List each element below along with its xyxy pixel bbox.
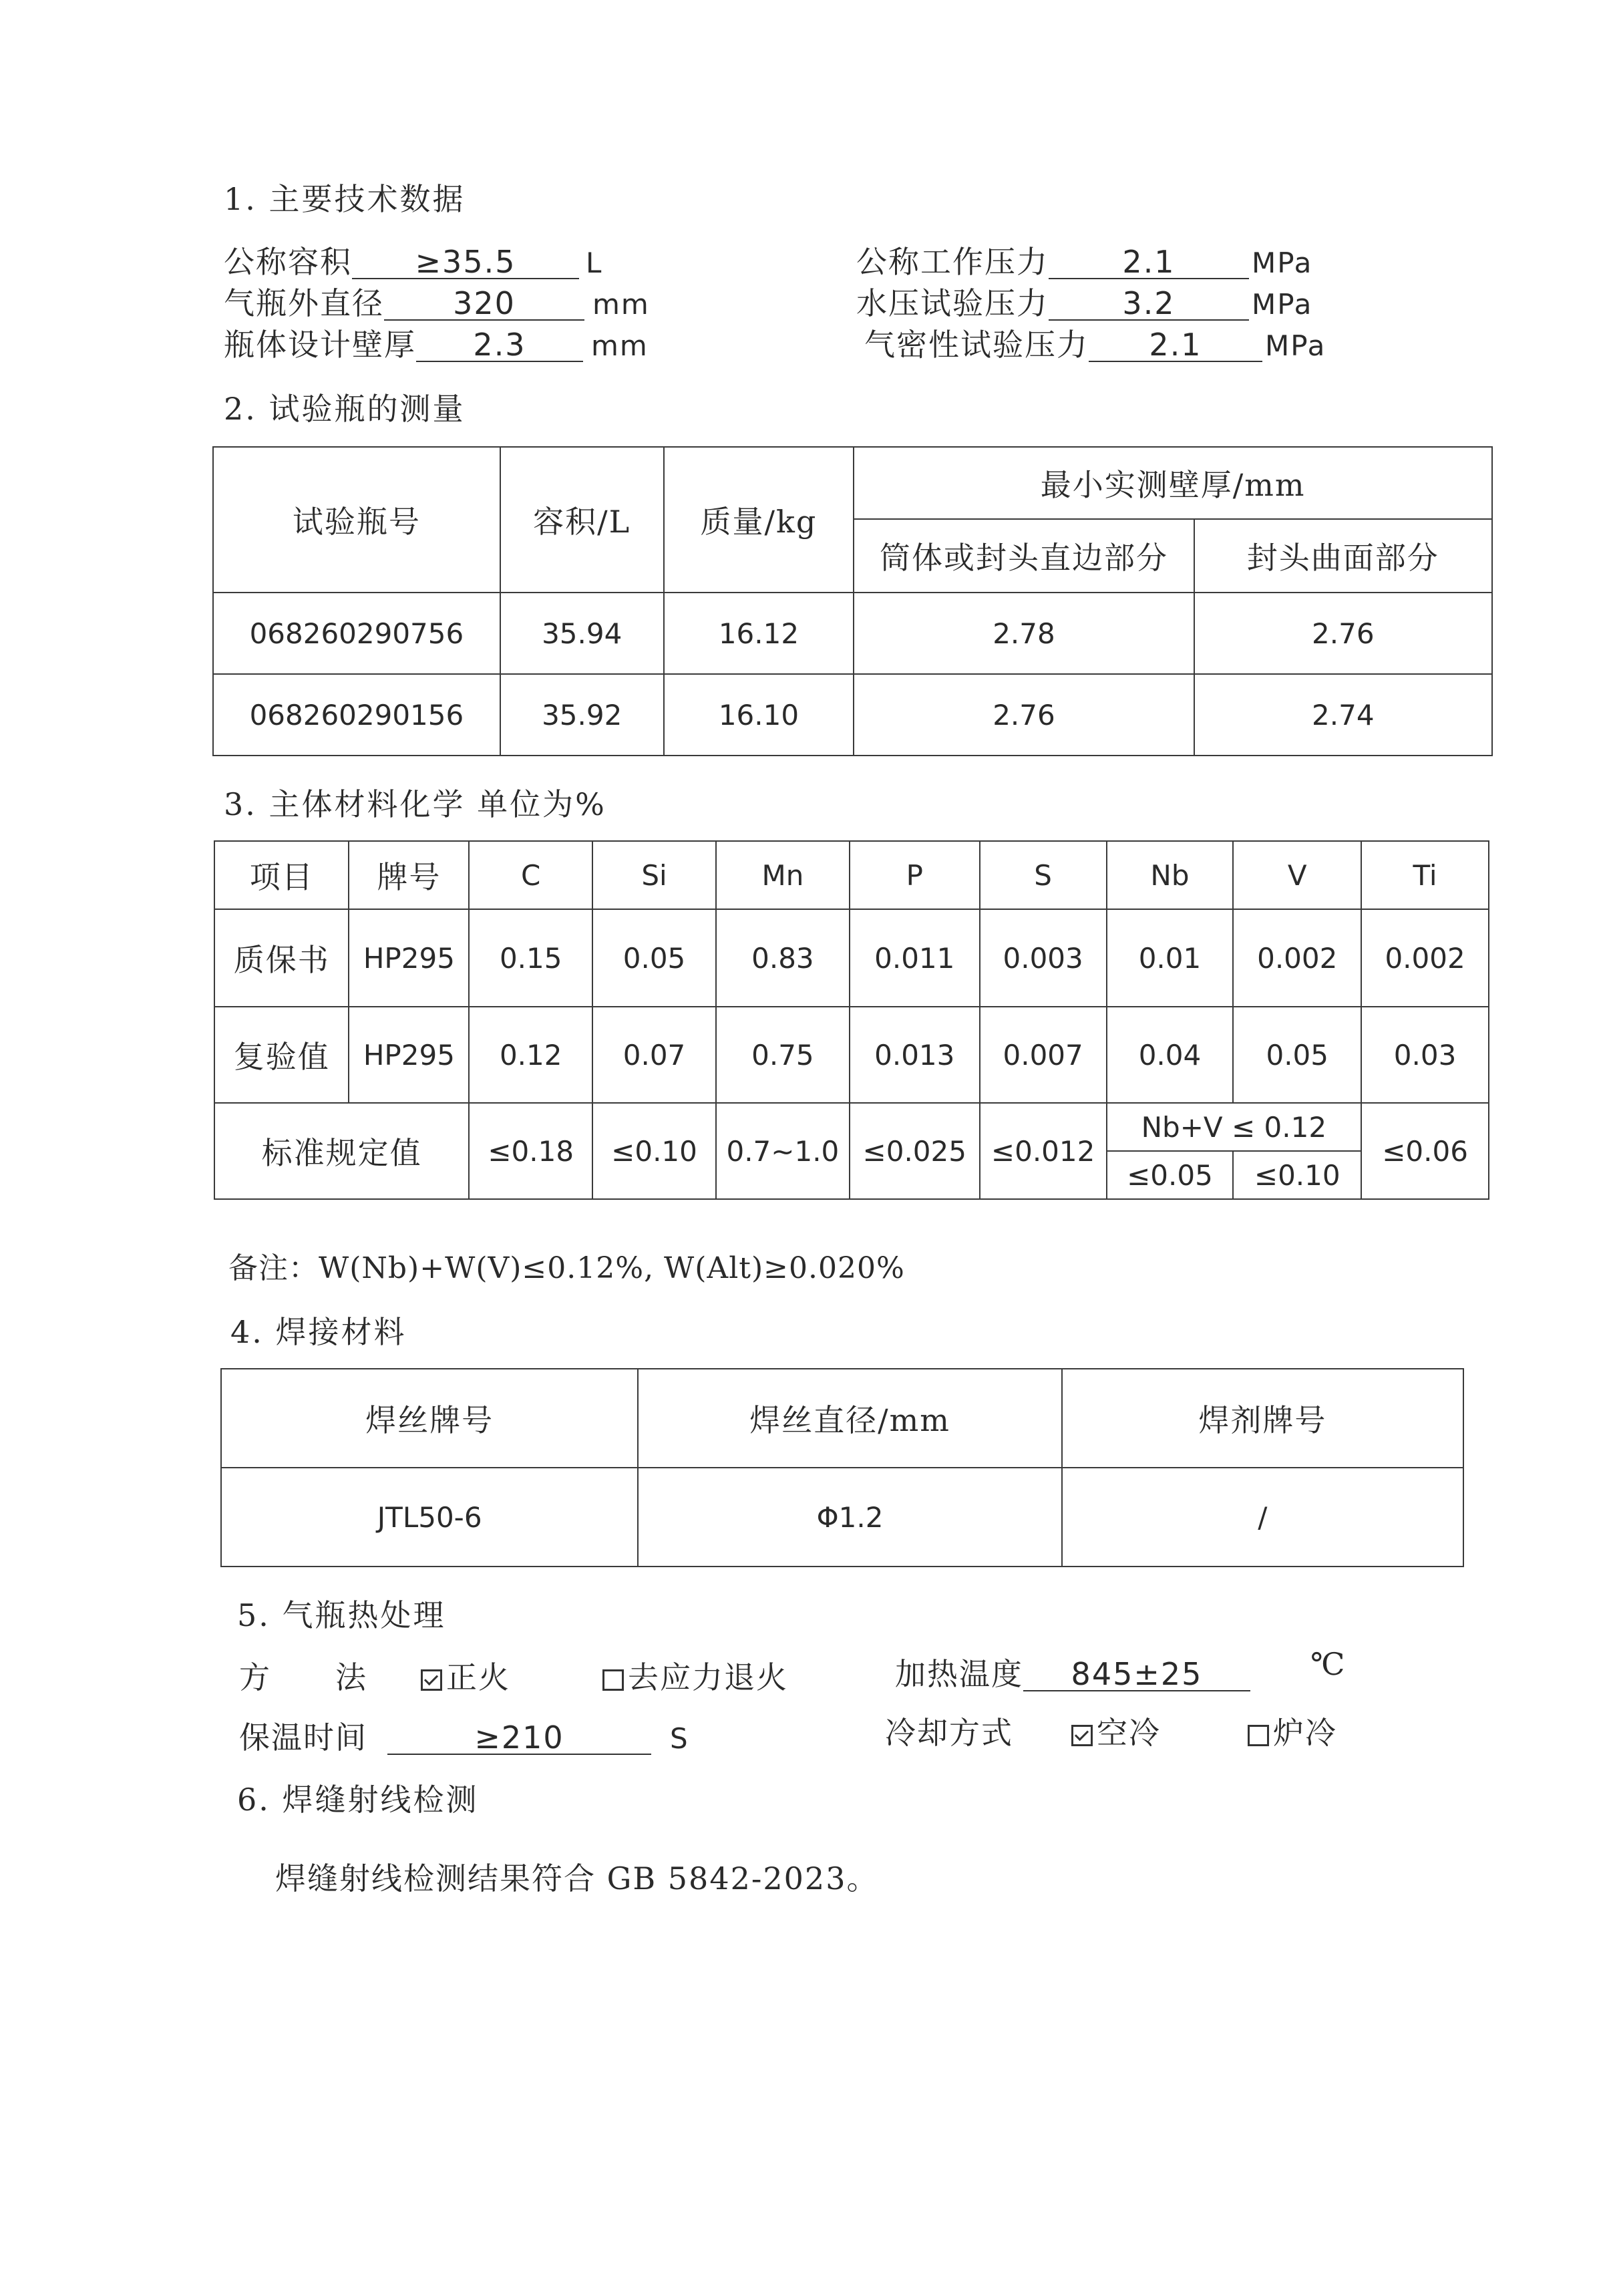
std-si: ≤0.10 [592, 1103, 716, 1199]
std-mn: 0.7~1.0 [716, 1103, 850, 1199]
cell-volume: 35.92 [500, 674, 664, 756]
section-title-5: 5. 气瓶热处理 [237, 1597, 446, 1633]
cell-mass: 16.10 [664, 674, 854, 756]
header-cylinder-no: 试验瓶号 [213, 447, 500, 593]
hydro-pressure-value: 3.2 [1049, 287, 1249, 321]
cell-curved: 2.76 [1194, 593, 1492, 674]
header-mass: 质量/kg [664, 447, 854, 593]
heating-temp-value: 845±25 [1023, 1658, 1250, 1691]
cell-flux-grade: / [1062, 1468, 1463, 1567]
method-label: 方 法 [239, 1659, 367, 1695]
standard-label: 标准规定值 [214, 1103, 469, 1199]
nominal-volume-value: ≥35.5 [352, 246, 579, 279]
header-p: P [850, 841, 980, 909]
cell-volume: 35.94 [500, 593, 664, 674]
checked-box-icon[interactable] [1071, 1725, 1093, 1746]
design-thickness-unit: mm [591, 329, 649, 362]
header-nb: Nb [1107, 841, 1234, 909]
std-c: ≤0.18 [469, 1103, 592, 1199]
nominal-volume-label: 公称容积 [224, 244, 352, 280]
holding-time-label: 保温时间 [239, 1719, 367, 1756]
cell-p: 0.011 [850, 909, 980, 1007]
outer-diameter-row [224, 279, 650, 323]
cooling-method-label: 冷却方式 [885, 1715, 1013, 1751]
hydro-pressure-unit: MPa [1252, 288, 1313, 321]
cell-nb: 0.04 [1107, 1007, 1234, 1103]
header-s: S [980, 841, 1107, 909]
cell-straight: 2.78 [854, 593, 1194, 674]
option-normalize-label: 正火 [446, 1659, 510, 1695]
table-row [214, 1007, 1489, 1103]
cell-item: 复验值 [214, 1007, 349, 1103]
section-title-4: 4. 焊接材料 [230, 1314, 407, 1350]
nominal-volume-row [224, 238, 602, 282]
option-normalize[interactable] [421, 1653, 510, 1697]
cell-s: 0.003 [980, 909, 1107, 1007]
std-nb-v-sum: Nb+V ≤ 0.12 [1107, 1103, 1362, 1151]
section-title-2: 2. 试验瓶的测量 [224, 391, 466, 427]
cell-straight: 2.76 [854, 674, 1194, 756]
cell-si: 0.07 [592, 1007, 716, 1103]
cell-mn: 0.75 [716, 1007, 850, 1103]
std-p: ≤0.025 [850, 1103, 980, 1199]
header-straight-part: 筒体或封头直边部分 [854, 519, 1194, 593]
airtight-pressure-label: 气密性试验压力 [864, 327, 1089, 363]
header-flux-grade: 焊剂牌号 [1062, 1369, 1463, 1468]
header-wire-diameter: 焊丝直径/mm [638, 1369, 1061, 1468]
cell-p: 0.013 [850, 1007, 980, 1103]
header-volume: 容积/L [500, 447, 664, 593]
holding-time-unit: S [670, 1722, 689, 1755]
heating-temp-label: 加热温度 [895, 1656, 1023, 1692]
header-c: C [469, 841, 592, 909]
cell-v: 0.05 [1233, 1007, 1361, 1103]
option-furnace-cool-label: 炉冷 [1273, 1715, 1337, 1751]
table-row [214, 909, 1489, 1007]
table-row [221, 1468, 1463, 1567]
cylinder-measure-table [212, 446, 1493, 756]
heating-temp-unit: ℃ [1310, 1646, 1347, 1682]
design-thickness-label: 瓶体设计壁厚 [224, 327, 416, 363]
header-grade: 牌号 [349, 841, 469, 909]
working-pressure-unit: MPa [1252, 247, 1313, 279]
std-s: ≤0.012 [980, 1103, 1107, 1199]
holding-time-value: ≥210 [387, 1721, 651, 1755]
working-pressure-row [856, 238, 1312, 282]
outer-diameter-label: 气瓶外直径 [224, 285, 384, 321]
checked-box-icon[interactable] [421, 1669, 442, 1691]
header-mn: Mn [716, 841, 850, 909]
cell-wire-grade: JTL50-6 [221, 1468, 638, 1567]
cell-ti: 0.03 [1361, 1007, 1489, 1103]
std-ti: ≤0.06 [1361, 1103, 1489, 1199]
option-stress-relief-label: 去应力退火 [628, 1659, 788, 1695]
table-row [213, 593, 1492, 674]
airtight-pressure-row [864, 321, 1326, 365]
option-air-cool[interactable] [1071, 1709, 1161, 1753]
section-title-6: 6. 焊缝射线检测 [237, 1782, 479, 1818]
option-air-cool-label: 空冷 [1097, 1715, 1161, 1751]
cell-mn: 0.83 [716, 909, 850, 1007]
welding-material-table [220, 1368, 1464, 1567]
outer-diameter-value: 320 [384, 287, 584, 321]
hydro-pressure-label: 水压试验压力 [856, 285, 1049, 321]
header-wire-grade: 焊丝牌号 [221, 1369, 638, 1468]
chemistry-note: 备注：W(Nb)+W(V)≤0.12%, W(Alt)≥0.020% [228, 1251, 905, 1285]
airtight-pressure-unit: MPa [1265, 329, 1326, 362]
working-pressure-label: 公称工作压力 [856, 244, 1049, 280]
nominal-volume-unit: L [586, 247, 603, 279]
cell-c: 0.12 [469, 1007, 592, 1103]
cell-wire-diameter: Φ1.2 [638, 1468, 1061, 1567]
header-curved-part: 封头曲面部分 [1194, 519, 1492, 593]
option-stress-relief[interactable] [602, 1653, 788, 1697]
cell-mass: 16.12 [664, 593, 854, 674]
header-v: V [1233, 841, 1361, 909]
standard-row [214, 1103, 1489, 1151]
header-ti: Ti [1361, 841, 1489, 909]
cell-no: 068260290756 [213, 593, 500, 674]
option-furnace-cool[interactable] [1248, 1709, 1337, 1753]
table-row [213, 674, 1492, 756]
unchecked-box-icon[interactable] [602, 1669, 624, 1691]
header-si: Si [592, 841, 716, 909]
chemistry-table [214, 840, 1489, 1200]
design-thickness-row [224, 321, 649, 365]
airtight-pressure-value: 2.1 [1089, 329, 1262, 362]
std-nb: ≤0.05 [1107, 1151, 1234, 1199]
cell-grade: HP295 [349, 1007, 469, 1103]
cell-curved: 2.74 [1194, 674, 1492, 756]
hydro-pressure-row [856, 279, 1312, 323]
working-pressure-value: 2.1 [1049, 246, 1249, 279]
header-min-wall: 最小实测壁厚/mm [854, 447, 1492, 519]
holding-time-row [239, 1713, 689, 1758]
design-thickness-value: 2.3 [416, 329, 583, 362]
header-item: 项目 [214, 841, 349, 909]
section-title-3: 3. 主体材料化学 单位为% [224, 786, 606, 822]
section-title-1: 1. 主要技术数据 [224, 181, 466, 217]
cell-c: 0.15 [469, 909, 592, 1007]
std-v: ≤0.10 [1233, 1151, 1361, 1199]
cell-s: 0.007 [980, 1007, 1107, 1103]
cell-v: 0.002 [1233, 909, 1361, 1007]
heating-temp-row [895, 1650, 1250, 1694]
cell-nb: 0.01 [1107, 909, 1234, 1007]
outer-diameter-unit: mm [592, 288, 650, 321]
cell-ti: 0.002 [1361, 909, 1489, 1007]
radiography-result: 焊缝射线检测结果符合 GB 5842-2023。 [275, 1860, 879, 1897]
cell-grade: HP295 [349, 909, 469, 1007]
cell-no: 068260290156 [213, 674, 500, 756]
cell-si: 0.05 [592, 909, 716, 1007]
cell-item: 质保书 [214, 909, 349, 1007]
unchecked-box-icon[interactable] [1248, 1725, 1269, 1746]
